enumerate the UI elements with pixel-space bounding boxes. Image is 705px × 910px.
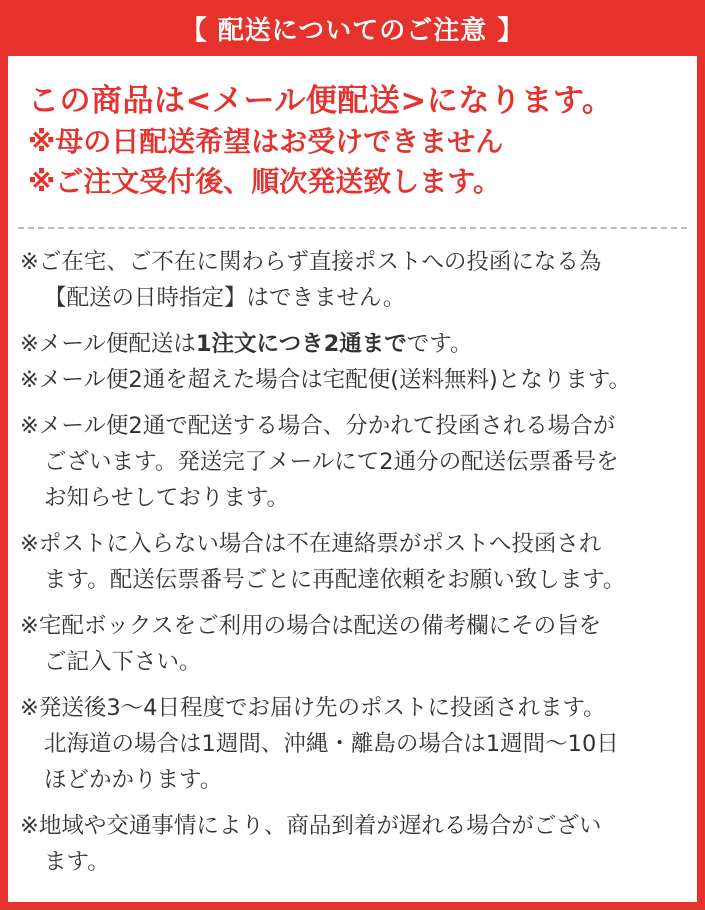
note-text: お知らせしております。 bbox=[44, 485, 290, 511]
notice-header bbox=[0, 0, 705, 56]
note-text: ※ポストに入らない場合は不在連絡票がポストへ投函され bbox=[20, 531, 602, 557]
note-item bbox=[20, 526, 692, 598]
note-text: ます。配送伝票番号ごとに再配達依頼をお願い致します。 bbox=[44, 567, 626, 593]
note-text: ます。 bbox=[44, 849, 110, 875]
notes-list bbox=[20, 244, 692, 890]
note-item bbox=[20, 326, 692, 398]
note-text: 北海道の場合は1週間、沖縄・離島の場合は1週間〜10日 bbox=[44, 731, 619, 757]
note-item bbox=[20, 690, 692, 798]
note-text: 【配送の日時指定】はできません。 bbox=[44, 285, 406, 311]
note-text: ※地域や交通事情により、商品到着が遅れる場合がござい bbox=[20, 813, 602, 839]
note-text: ※ご在宅、ご不在に関わらず直接ポストへの投函になる為 bbox=[20, 249, 602, 275]
note-item bbox=[20, 408, 692, 516]
note-item bbox=[20, 808, 692, 880]
alert-block bbox=[28, 80, 688, 202]
note-text-pre: ※メール便配送は bbox=[20, 331, 196, 357]
note-text: ※宅配ボックスをご利用の場合は配送の備考欄にその旨を bbox=[20, 613, 602, 639]
alert-mothers-day: ※母の日配送希望はお受けできません bbox=[28, 125, 504, 158]
alert-mail-delivery: この商品は<メール便配送>になります。 bbox=[28, 83, 614, 119]
note-text: ※発送後3〜4日程度でお届け先のポストに投函されます。 bbox=[20, 695, 606, 721]
note-text: ※メール便2通で配送する場合、分かれて投函される場合が bbox=[20, 413, 616, 439]
note-text bbox=[20, 326, 692, 362]
note-text: ※メール便2通を超えた場合は宅配便(送料無料)となります。 bbox=[20, 367, 631, 393]
note-text: ございます。発送完了メールにて2通分の配送伝票番号を bbox=[44, 449, 619, 475]
note-text-emphasis: 1注文につき2通まで bbox=[195, 331, 407, 357]
note-item bbox=[20, 608, 692, 680]
alert-shipping-order: ※ご注文受付後、順次発送致します。 bbox=[28, 165, 501, 198]
header-title: 【 配送についてのご注意 】 bbox=[180, 15, 525, 46]
note-text: ご記入下さい。 bbox=[44, 649, 202, 675]
dashed-divider bbox=[18, 227, 687, 229]
note-item bbox=[20, 244, 692, 316]
note-text: ほどかかります。 bbox=[44, 767, 223, 793]
note-text-post: です。 bbox=[406, 331, 473, 357]
